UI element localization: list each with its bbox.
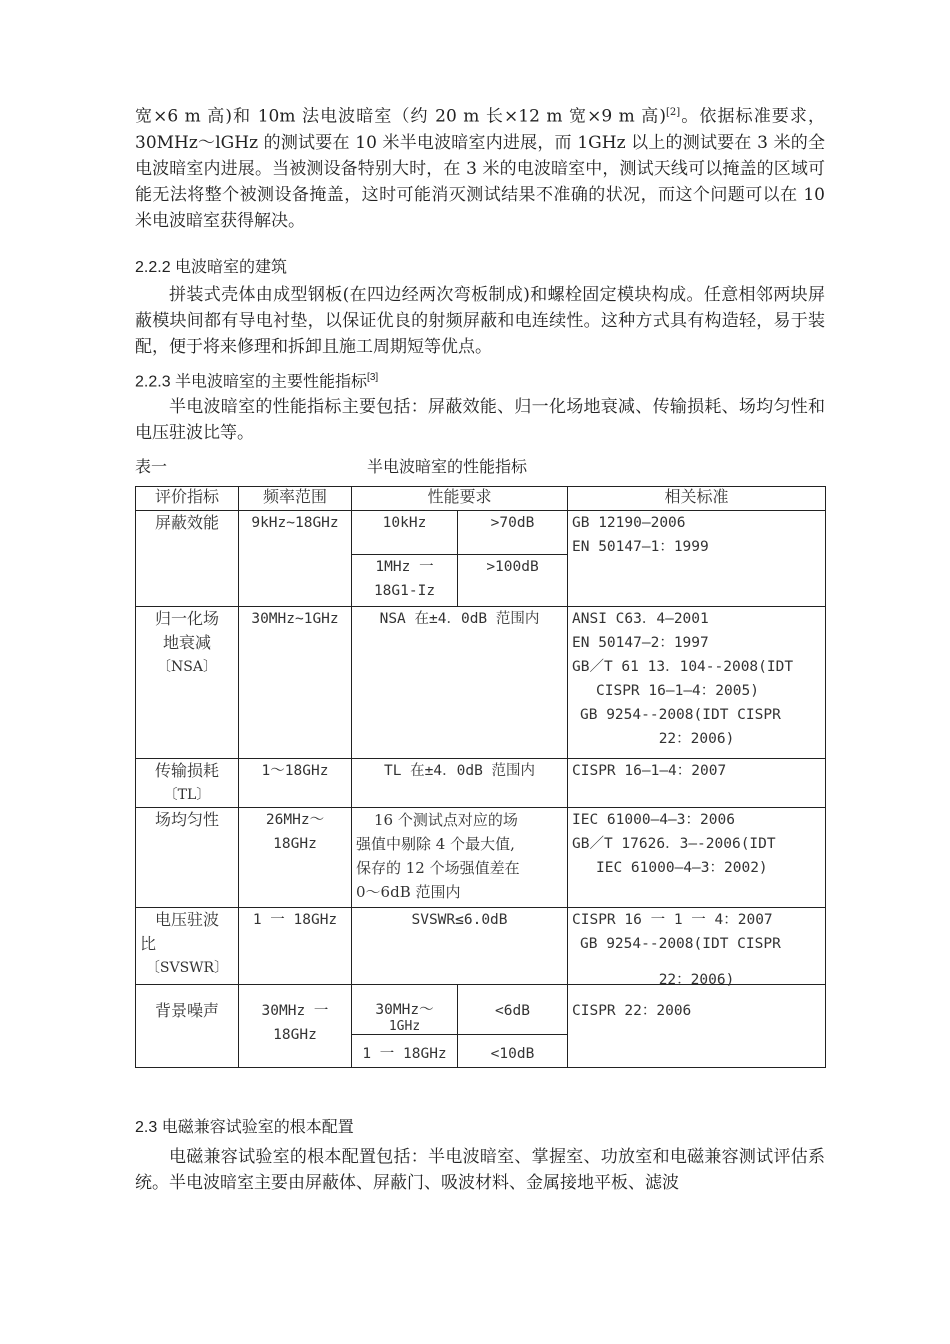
uniform-std-3: IEC 61000—4—3：2002) — [596, 860, 768, 876]
tl-req: TL 在±4．0dB 范围内 — [352, 759, 568, 808]
shield-sub2-freq-a: 1MHz 一 — [375, 559, 434, 575]
nsa-std-3: GB／T 61 13．104--2008(IDT — [572, 659, 794, 675]
uniform-name: 场均匀性 — [136, 808, 239, 908]
header-metric: 评价指标 — [136, 487, 239, 511]
performance-table — [135, 486, 826, 1068]
noise-sub1-freq-2: 1GHz — [388, 1019, 421, 1034]
intro-text-a: 宽×6 m 高)和 10m 法电波暗室（约 20 m 长×12 m 宽×9 m 高) — [135, 106, 667, 127]
shield-sub2-freq-b: 18G1-Iz — [373, 583, 436, 599]
noise-sub2-val: <10dB — [458, 1035, 568, 1068]
header-frequency: 频率范围 — [239, 487, 352, 511]
shield-std-1: GB 12190—2006 — [572, 515, 686, 531]
vswr-req: SVSWR≤6.0dB — [352, 908, 568, 985]
table-row — [136, 908, 826, 985]
nsa-req: NSA 在±4．0dB 范围内 — [352, 607, 568, 759]
noise-standard: CISPR 22：2006 — [568, 985, 826, 1068]
tl-standard: CISPR 16—1—4：2007 — [568, 759, 826, 808]
table-header-row — [136, 487, 826, 511]
uniform-freq-1: 26MHz～ — [265, 812, 325, 828]
uniform-req-1: 16 个测试点对应的场 — [374, 811, 518, 829]
noise-sub1-val: <6dB — [458, 985, 568, 1035]
table-row — [136, 511, 826, 555]
nsa-name-1: 归一化场 — [154, 609, 219, 628]
table-title: 半电波暗室的性能指标 — [367, 457, 528, 476]
tl-name — [136, 759, 239, 808]
tl-name-2: 〔TL〕 — [163, 787, 211, 803]
nsa-name — [136, 607, 239, 759]
vswr-name-1: 电压驻波 — [154, 910, 219, 929]
nsa-std-4: CISPR 16—1—4：2005) — [596, 683, 759, 699]
uniform-std-1: IEC 61000—4—3：2006 — [572, 812, 735, 828]
vswr-name-2: 比 — [140, 934, 157, 953]
noise-sub2-freq: 1 一 18GHz — [352, 1035, 458, 1068]
noise-freq-2: 18GHz — [273, 1027, 317, 1043]
shield-sub2-freq — [352, 555, 458, 607]
noise-sub1-freq-1: 30MHz～ — [375, 1002, 434, 1018]
vswr-freq: 1 一 18GHz — [239, 908, 352, 985]
uniform-std-2: GB／T 17626．3—-2006(IDT — [572, 836, 776, 852]
table-label: 表一 — [135, 457, 168, 476]
uniform-freq-2: 18GHz — [273, 836, 317, 852]
noise-name: 背景噪声 — [136, 985, 239, 1068]
table-row — [136, 607, 826, 759]
uniform-freq — [239, 808, 352, 908]
intro-text-b: 。依据标准要求， 30MHz～lGHz 的测试要在 10 米半电波暗室内进展，而 1GHz 以上的测试要在 3 米的全电波暗室内进展。当被测设备特别大时，在 3 米的电波暗室中，测试天线可以掩盖的区域可能无法将整个被测设备掩盖，这时可能消灭测试结果不准确的状况，而这个问题可以在 10 米电波暗室获得解决。 — [135, 106, 825, 231]
shield-sub1-freq: 10kHz — [352, 511, 458, 555]
nsa-name-3: 〔NSA〕 — [157, 659, 217, 675]
nsa-std-2: EN 50147—2：1997 — [572, 635, 709, 651]
shield-std-2: EN 50147—1：1999 — [572, 539, 709, 555]
header-requirement: 性能要求 — [352, 487, 568, 511]
nsa-standard — [568, 607, 826, 759]
citation-2: [2] — [666, 107, 681, 118]
heading-2-2-2: 2.2.2 电波暗室的建筑 — [135, 259, 288, 276]
shield-sub1-val: >70dB — [458, 511, 568, 555]
table-row — [136, 808, 826, 908]
paragraph-2-2-3: 半电波暗室的性能指标主要包括：屏蔽效能、归一化场地衰减、传输损耗、场均匀性和电压驻波比等。 — [135, 397, 825, 443]
tl-name-1: 传输损耗 — [154, 761, 219, 780]
shield-standard — [568, 511, 826, 607]
nsa-freq: 30MHz~1GHz — [239, 607, 352, 759]
table-row — [136, 985, 826, 1035]
uniform-req — [352, 808, 568, 908]
noise-sub1-freq — [352, 985, 458, 1035]
table-row — [136, 759, 826, 808]
vswr-standard: CISPR 16 一 1 一 4：2007 GB 9254--2008(IDT CISPR 22：2006) — [568, 908, 826, 985]
citation-3: [3] — [367, 372, 379, 383]
uniform-standard — [568, 808, 826, 908]
nsa-name-2: 地衰减 — [162, 633, 211, 652]
uniform-req-4: 0～6dB 范围内 — [356, 883, 461, 901]
vswr-std-2: GB 9254--2008(IDT CISPR — [580, 936, 781, 952]
shield-sub2-val: >100dB — [458, 555, 568, 607]
paragraph-2-2-2: 拼装式壳体由成型钢板(在四边经两次弯板制成)和螺栓固定模块构成。任意相邻两块屏蔽模块间都有导电衬垫，以保证优良的射频屏蔽和电连续性。这种方式具有构造轻，易于装配，便于将来修理和拆卸且施工周期短等优点。 — [135, 285, 825, 357]
vswr-name-3: 〔SVSWR〕 — [145, 960, 229, 976]
uniform-req-2: 强值中剔除 4 个最大值, — [356, 835, 515, 853]
paragraph-2-3: 电磁兼容试验室的根本配置包括：半电波暗室、掌握室、功放室和电磁兼容测试评估系统。半电波暗室主要由屏蔽体、屏蔽门、吸波材料、金属接地平板、滤波 — [135, 1147, 825, 1193]
noise-freq — [239, 985, 352, 1068]
tl-freq: 1～18GHz — [239, 759, 352, 808]
shield-freq: 9kHz~18GHz — [239, 511, 352, 607]
vswr-std-1: CISPR 16 一 1 一 4：2007 — [572, 912, 773, 928]
nsa-std-5: GB 9254--2008(IDT CISPR — [580, 707, 781, 723]
heading-2-3: 2.3 电磁兼容试验室的根本配置 — [135, 1119, 354, 1136]
header-standard: 相关标准 — [568, 487, 826, 511]
noise-freq-1: 30MHz 一 — [261, 1003, 329, 1019]
nsa-std-6: 22：2006) — [658, 731, 735, 747]
nsa-std-1: ANSI C63．4—2001 — [572, 611, 709, 627]
vswr-name — [136, 908, 239, 985]
heading-2-2-3-text: 2.2.3 半电波暗室的主要性能指标 — [135, 373, 368, 391]
shield-name: 屏蔽效能 — [136, 511, 239, 607]
heading-2-2-3 — [135, 366, 378, 394]
uniform-req-3: 保存的 12 个场强值差在 — [356, 859, 520, 877]
intro-paragraph — [135, 100, 825, 234]
